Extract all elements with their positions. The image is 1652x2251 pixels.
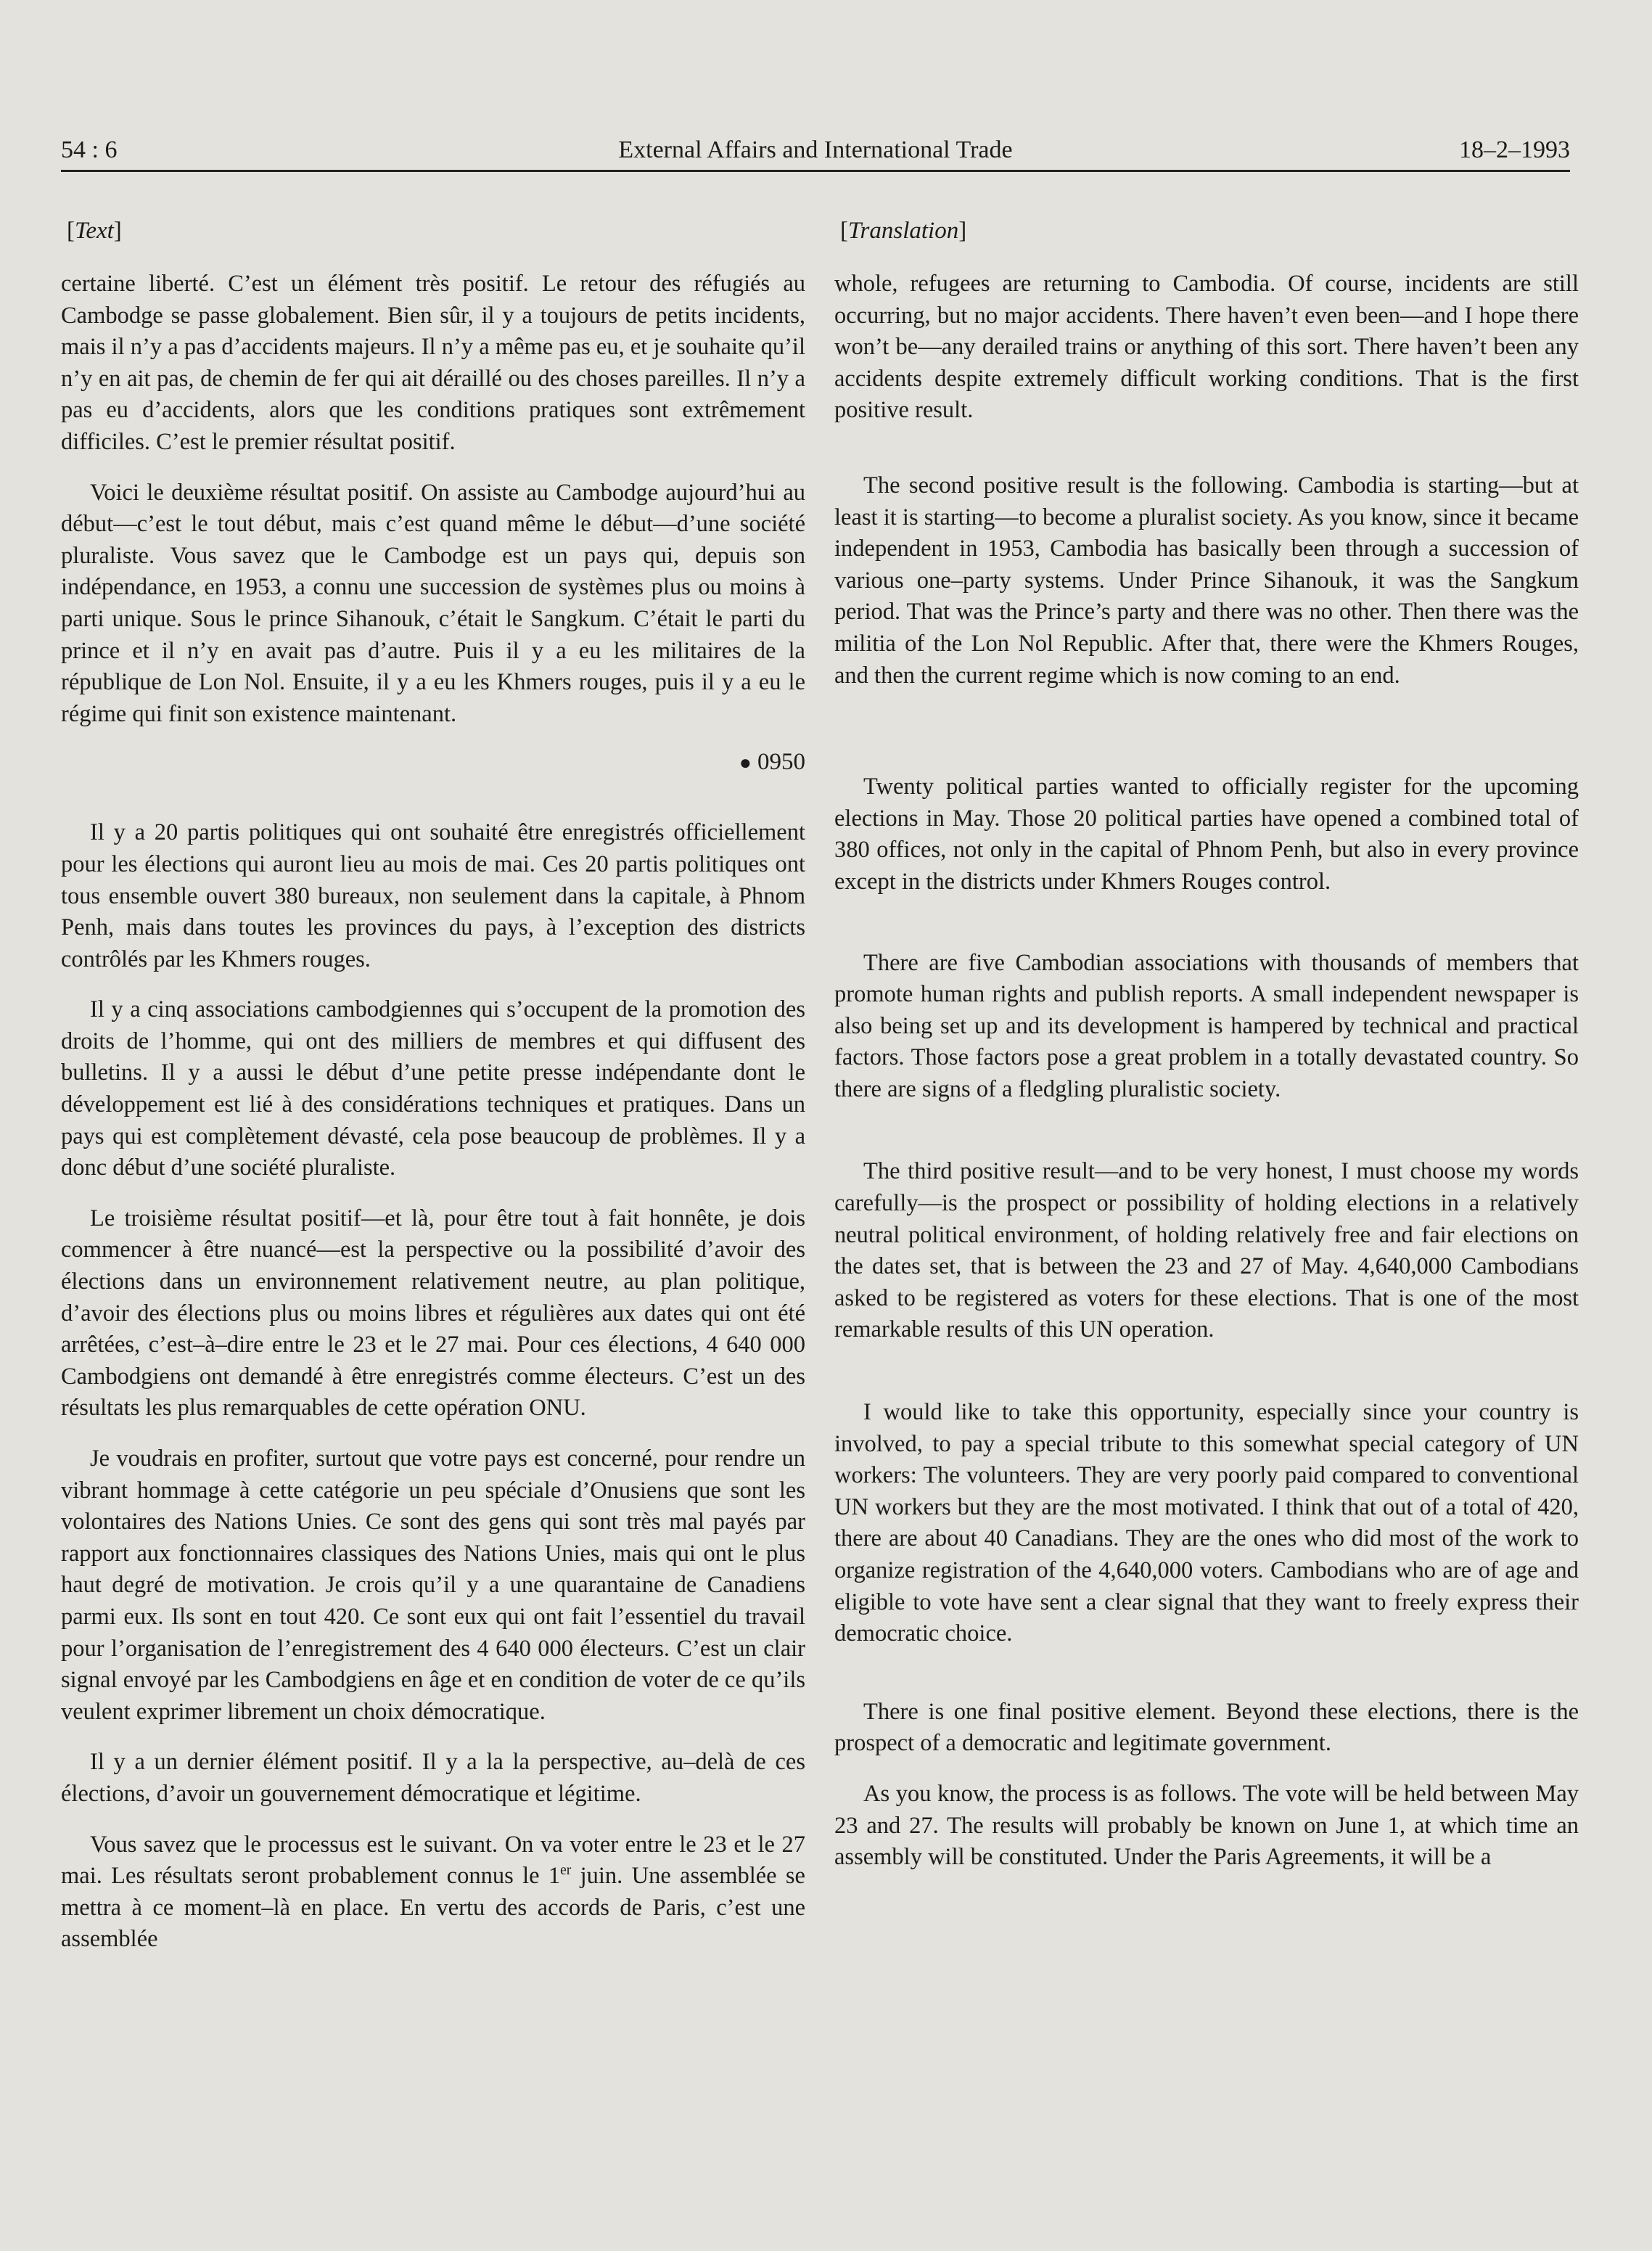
time-marker-value: 0950: [757, 749, 805, 776]
translation-paragraph: whole, refugees are returning to Cambodia. Of course, incidents are still occurring, but no major accidents. There haven’t even been—and I hope there won’t be—any derailed trains or anything of this sort. There haven’t been any accidents despite extremely difficult working conditions. That is the first positive result.: [834, 271, 1579, 424]
french-paragraph: Il y a un dernier élément positif. Il y a la la perspective, au–delà de ces élections, d’avoir un gouvernement démocratique et légitime.: [61, 1749, 805, 1807]
page-header: [61, 123, 1570, 168]
translation-paragraph: The third positive result—and to be very honest, I must choose my words carefully—is the prospect or possibility of holding elections in a relatively neutral political environment, of holding relatively free and fair elections on the dates set, that is between the 23 and 27 of May. 4,640,000 Cambodians asked to be registered as voters for these elections. That is one of the most remarkable results of this UN operation.: [834, 1158, 1579, 1343]
translation-paragraph: As you know, the process is as follows. The vote will be held between May 23 and 27. The results will probably be known on June 1, at which time an assembly will be constituted. Under the Paris Agreements, it will be a: [834, 1780, 1579, 1871]
translation-paragraph: There is one final positive element. Beyond these elections, there is the prospect of a democratic and legitimate government.: [834, 1698, 1579, 1757]
translation-column-label: [Translation]: [840, 218, 967, 244]
french-paragraph: Il y a cinq associations cambodgiennes qui s’occupent de la promotion des droits de l’homme, qui ont des milliers de membres et qui diffusent des bulletins. Il y a aussi le début d’une petite presse indépendante dont le développement est lié à des considérations techniques et pratiques. Dans un pays qui est complètement dévasté, cela pose beaucoup de problèmes. Il y a donc début d’une société pluraliste.: [61, 996, 805, 1181]
french-paragraph: [61, 1829, 805, 1956]
translation-paragraph: I would like to take this opportunity, especially since your country is involved, to pay a special tribute to this somewhat special category of UN workers: The volunteers. They are very poorly paid compared to conventional UN workers but they are the most motivated. I think that out of a total of 420, there are about 40 Canadians. They are the ones who did most of the work to organize registration of the 4,640,000 voters. Cambodians who are of age and eligible to vote have sent a clear signal that they want to freely express their democratic choice.: [834, 1399, 1579, 1647]
issue-date: 18–2–1993: [1459, 136, 1570, 163]
bullet-icon: ●: [739, 752, 752, 775]
text-column-label: [Text]: [67, 218, 122, 244]
french-paragraph: Il y a 20 partis politiques qui ont souhaité être enregistrés officiellement pour les élections qui auront lieu au mois de mai. Ces 20 partis politiques ont tous ensemble ouvert 380 bureaux, non seulement dans la capitale, à Phnom Penh, mais dans toutes les provinces du pays, à l’exception des districts contrôlés par les Khmers rouges.: [61, 819, 805, 972]
french-paragraph-part: Vous savez que le processus est le suivant. On va voter entre le 23 et le 27 mai. Les résultats seront probablement connus le 1: [61, 1831, 805, 1890]
header-rule: [61, 170, 1570, 172]
translation-column: [834, 218, 1579, 1893]
text-label: Text: [75, 218, 114, 244]
french-paragraph: Le troisième résultat positif—et là, pour être tout à fait honnête, je dois commencer à être nuancé—est la perspective ou la possibilité d’avoir des élections dans un environnement relativement neutre, au plan politique, d’avoir des élections plus ou moins libres et régulières aux dates qui ont été arrêtées, c’est–à–dire entre le 23 et le 27 mai. Pour ces élections, 4 640 000 Cambodgiens ont demandé à être enregistrés comme électeurs. C’est un des résultats les plus remarquables de cette opération ONU.: [61, 1205, 805, 1422]
translation-paragraph: The second positive result is the following. Cambodia is starting—but at least it is starting—to become a pluralist society. As you know, since it became independent in 1953, Cambodia has basically been through a succession of various one–party systems. Under Prince Sihanouk, it was the Sangkum period. That was the Prince’s party and there was no other. Then there was the militia of the Lon Nol Republic. After that, there were the Khmers Rouges, and then the current regime which is now coming to an end.: [834, 472, 1579, 689]
superscript-ordinal: er: [560, 1863, 572, 1879]
page-number: 54 : 6: [61, 136, 118, 163]
translation-paragraph: Twenty political parties wanted to officially register for the upcoming elections in May. Those 20 political parties have opened a combined total of 380 offices, not only in the capital of Phnom Penh, but also in every province except in the districts under Khmers Rouges control.: [834, 774, 1579, 895]
french-paragraph: Voici le deuxième résultat positif. On assiste au Cambodge aujourd’hui au début—c’est le tout début, mais c’est quand même le début—d’une société pluraliste. Vous savez que le Cambodge est un pays qui, depuis son indépendance, en 1953, a connu une succession de systèmes plus ou moins à parti unique. Sous le prince Sihanouk, c’était le Sangkum. C’était le parti du prince et il n’y en avait pas d’autre. Puis il y a eu les militaires de la république de Lon Nol. Ensuite, il y a eu les Khmers rouges, puis il y a eu le régime qui finit son existence maintenant.: [61, 479, 805, 727]
french-paragraph: Je voudrais en profiter, surtout que votre pays est concerné, pour rendre un vibrant hommage à cette catégorie un peu spéciale d’Onusiens que sont les volontaires des Nations Unies. Ce sont des gens qui sont très mal payés par rapport aux fonctionnaires classiques des Nations Unies, mais qui ont le plus haut degré de motivation. Je crois qu’il y a une quarantaine de Canadiens parmi eux. Ils sont en tout 420. Ce sont eux qui ont fait l’essentiel du travail pour l’organisation de l’enregistrement des 4 640 000 électeurs. C’est un clair signal envoyé par les Cambodgiens en âge et en condition de voter de ce qu’ils veulent exprimer librement un choix démocratique.: [61, 1446, 805, 1725]
time-marker: [61, 749, 805, 782]
translation-paragraph: There are five Cambodian associations with thousands of members that promote human rights and publish reports. A small independent newspaper is also being set up and its development is hampered by technical and practical factors. Those factors pose a great problem in a totally devastated country. So there are signs of a fledgling pluralistic society.: [834, 949, 1579, 1102]
french-paragraph-part: juin. Une assemblée se mettra à ce moment–là en place. En vertu des accords de Paris, c’est une assemblée: [61, 1863, 805, 1953]
french-text-column: [61, 218, 805, 1975]
french-paragraph: certaine liberté. C’est un élément très positif. Le retour des réfugiés au Cambodge se passe globalement. Bien sûr, il y a toujours de petits incidents, mais il n’y a pas d’accidents majeurs. Il n’y a même pas eu, et je souhaite qu’il n’y en ait pas, de chemin de fer qui ait déraillé ou des choses pareilles. Il n’y a pas eu d’accidents, alors que les conditions pratiques sont extrêmement difficiles. C’est le premier résultat positif.: [61, 271, 805, 455]
publication-title: External Affairs and International Trade: [618, 136, 1013, 163]
translation-label: Translation: [848, 218, 959, 244]
